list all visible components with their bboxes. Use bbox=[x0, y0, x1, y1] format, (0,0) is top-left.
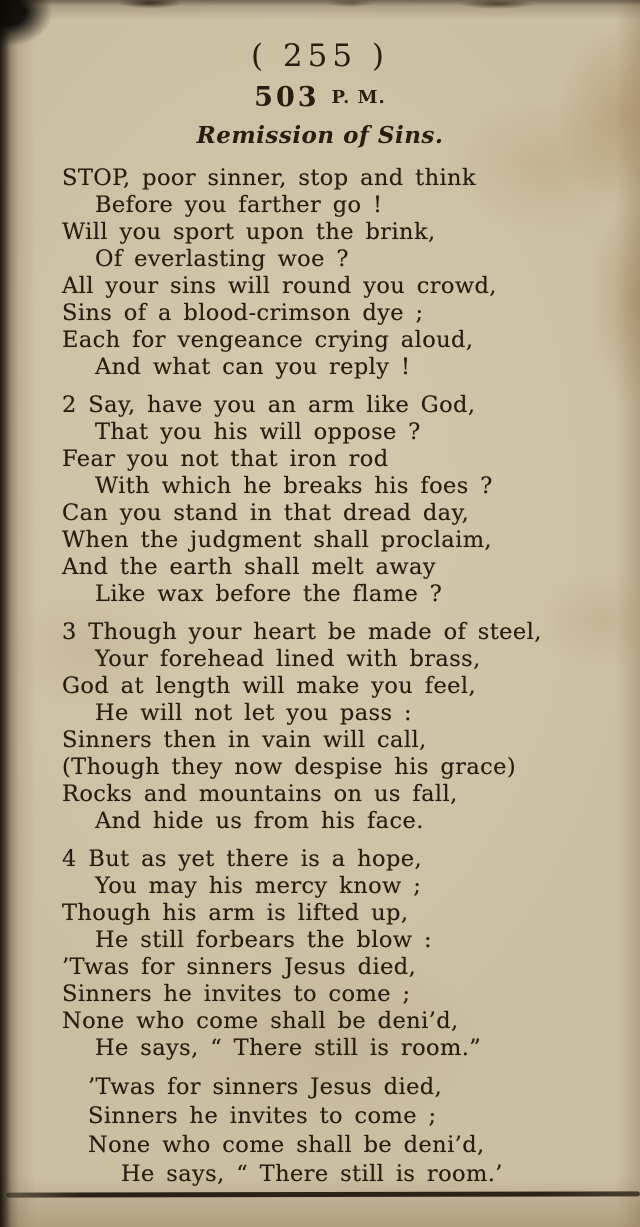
bottom-page-edge bbox=[6, 1191, 640, 1197]
hymn-line: 3 Though your heart be made of steel, bbox=[62, 619, 542, 645]
stanza bbox=[62, 165, 614, 381]
hymn-line: Sins of a blood-crimson dye ; bbox=[62, 300, 424, 326]
hymn-line: That you his will oppose ? bbox=[95, 419, 421, 445]
stanza bbox=[62, 619, 614, 835]
hymn-line: Will you sport upon the brink, bbox=[62, 219, 436, 245]
hymn-line: Sinners then in vain will call, bbox=[62, 727, 427, 753]
hymn-line: Though his arm is lifted up, bbox=[62, 900, 409, 926]
hymn-line: ’Twas for sinners Jesus died, bbox=[88, 1074, 443, 1100]
hymn-line: Like wax before the flame ? bbox=[95, 581, 443, 607]
hymn-line: Can you stand in that dread day, bbox=[62, 500, 470, 526]
hymn-line: Sinners he invites to come ; bbox=[88, 1103, 437, 1129]
hymn-line: Of everlasting woe ? bbox=[95, 246, 349, 272]
chorus bbox=[62, 1073, 614, 1189]
hymn-line: Sinners he invites to come ; bbox=[62, 981, 411, 1007]
hymn-line: 2 Say, have you an arm like God, bbox=[62, 392, 476, 418]
stanza bbox=[62, 392, 614, 608]
hymn-line: He still forbears the blow : bbox=[95, 927, 432, 953]
hymn-line: All your sins will round you crowd, bbox=[62, 273, 497, 299]
hymn-line: When the judgment shall proclaim, bbox=[62, 527, 492, 553]
hymn-line: You may his mercy know ; bbox=[95, 873, 422, 899]
hymn-line: None who come shall be deni’d, bbox=[88, 1132, 485, 1158]
page-header bbox=[0, 0, 640, 151]
hymn-line: He will not let you pass : bbox=[95, 700, 412, 726]
hymn-line: 4 But as yet there is a hope, bbox=[62, 846, 423, 872]
hymn-line: Your forehead lined with brass, bbox=[95, 646, 481, 672]
hymn-meter: P. M. bbox=[331, 87, 386, 108]
hymn-heading bbox=[0, 82, 640, 117]
page-number: ( 255 ) bbox=[250, 38, 390, 74]
hymn-line: Fear you not that iron rod bbox=[62, 446, 389, 472]
hymn-line: He says, “ There still is room.’ bbox=[121, 1161, 503, 1187]
hymn-body bbox=[0, 165, 640, 1189]
hymn-line: And what can you reply ! bbox=[95, 354, 411, 380]
hymn-line: Before you farther go ! bbox=[95, 192, 383, 218]
hymn-line: And the earth shall melt away bbox=[62, 554, 436, 580]
hymn-line: He says, “ There still is room.” bbox=[95, 1035, 482, 1061]
hymn-line: Rocks and mountains on us fall, bbox=[62, 781, 458, 807]
hymn-line: God at length will make you feel, bbox=[62, 673, 477, 699]
hymn-line: STOP, poor sinner, stop and think bbox=[62, 165, 476, 191]
hymn-line: Each for vengeance crying aloud, bbox=[62, 327, 474, 353]
hymn-line: With which he breaks his foes ? bbox=[95, 473, 493, 499]
hymn-line: (Though they now despise his grace) bbox=[62, 754, 517, 780]
hymn-line: And hide us from his face. bbox=[95, 808, 424, 834]
hymn-number: 503 bbox=[254, 82, 320, 113]
stanza bbox=[62, 846, 614, 1062]
hymn-line: None who come shall be deni’d, bbox=[62, 1008, 459, 1034]
hymn-title: Remission of Sins. bbox=[196, 122, 444, 149]
hymn-line: ’Twas for sinners Jesus died, bbox=[62, 954, 417, 980]
